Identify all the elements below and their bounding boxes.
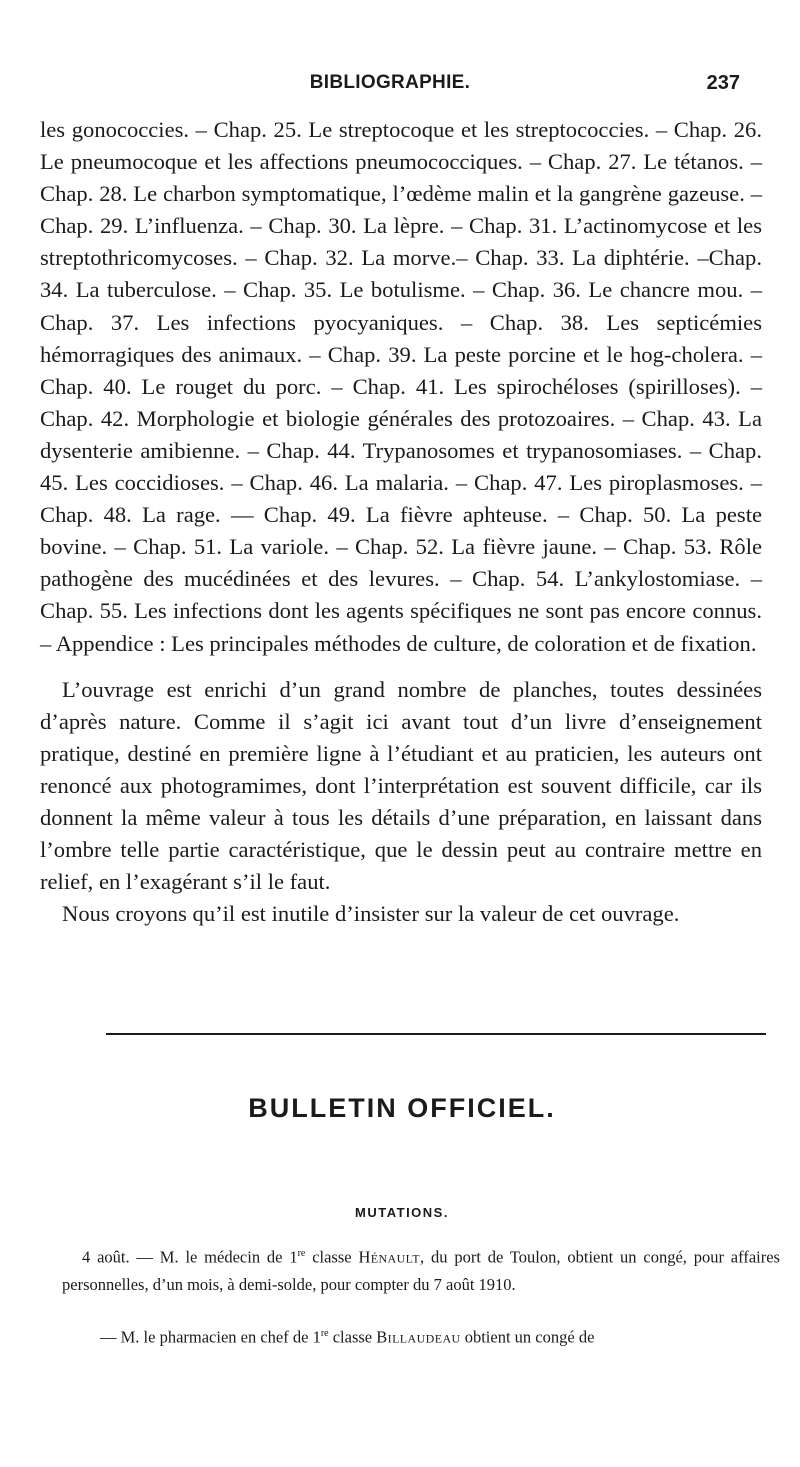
page-number: 237 [706,72,740,94]
closing-paragraph: Nous croyons qu’il est inutile d’insister sur la valeur de cet ouvrage. [62,901,680,927]
section-title: BIBLIOGRAPHIE. [309,72,471,93]
notice-text: obtient un congé de [460,1327,595,1347]
running-head [40,72,740,102]
review-body [40,114,762,930]
mutation-notice [62,1320,780,1351]
ordinal-sup: re [297,1248,306,1259]
notice-text: classe [328,1327,377,1347]
notice-text: — M. le pharmacien en chef de 1 [100,1327,321,1347]
mutations-heading: MUTATIONS. [355,1205,449,1220]
notice-text: classe [305,1247,359,1267]
notice-date: 4 août. [82,1247,130,1267]
notice-text: , du port de Toulon, obtient un congé, pour affaires personnelles, d’un mois, à demi-solde, pour compter du 7 août 1910. [62,1247,780,1294]
person-name: Billaudeau [376,1327,461,1347]
chapter-list-paragraph: les gonococcies. – Chap. 25. Le streptocoque et les streptococcies. – Chap. 26. Le pneumocoque et les affections pneumococciques. – Chap. 27. Le tétanos. – Chap. 28. Le charbon symptomatique, l’œdème malin et la gangrène gazeuse. – Chap. 29. L’influenza. – Chap. 30. La lèpre. – Chap. 31. L’actinomycose et les streptothricomycoses. – Chap. 32. La morve.– Chap. 33. La diphtérie. –Chap. 34. La tuberculose. – Chap. 35. Le botulisme. – Chap. 36. Le chancre mou. – Chap. 37. Les infections pyocyaniques. – Chap. 38. Les septicémies hémorragiques des animaux. – Chap. 39. La peste porcine et le hog-cholera. – Chap. 40. Le rouget du porc. – Chap. 41. Les spirochéloses (spirilloses). – Chap. 42. Morphologie et biologie générales des protozoaires. – Chap. 43. La dysenterie amibienne. – Chap. 44. Trypanosomes et trypanosomiases. – Chap. 45. Les coccidioses. – Chap. 46. La malaria. – Chap. 47. Les piroplasmoses. – Chap. 48. La rage. — Chap. 49. La fièvre aphteuse. – Chap. 50. La peste bovine. – Chap. 51. La variole. – Chap. 52. La fièvre jaune. – Chap. 53. Rôle pathogène des mucédinées et des levures. – Chap. 54. L’ankylostomiase. – Chap. 55. Les infections dont les agents spécifiques ne sont pas encore connus. – Appendice : Les principales méthodes de culture, de coloration et de fixation. [40,117,762,656]
review-paragraph: L’ouvrage est enrichi d’un grand nombre de planches, toutes dessinées d’après nature. Comme il s’agit ici avant tout d’un livre d’enseignement pratique, destiné en première ligne à l’étudiant et au praticien, les auteurs ont renoncé aux photogramimes, dont l’interprétation est souvent difficile, car ils donnent la même valeur à tous les détails d’une préparation, en laissant dans l’ombre telle partie caractéristique, que le dessin peut au contraire mettre en relief, en l’exagérant s’il le faut. [40,676,762,895]
person-name: Hénault [358,1247,421,1267]
bulletin-title: BULLETIN OFFICIEL. [248,1093,556,1123]
mutation-notice [62,1240,780,1298]
ordinal-sup: re [320,1328,329,1339]
section-divider [106,1033,766,1035]
notice-text: — M. le médecin de 1 [129,1247,298,1267]
